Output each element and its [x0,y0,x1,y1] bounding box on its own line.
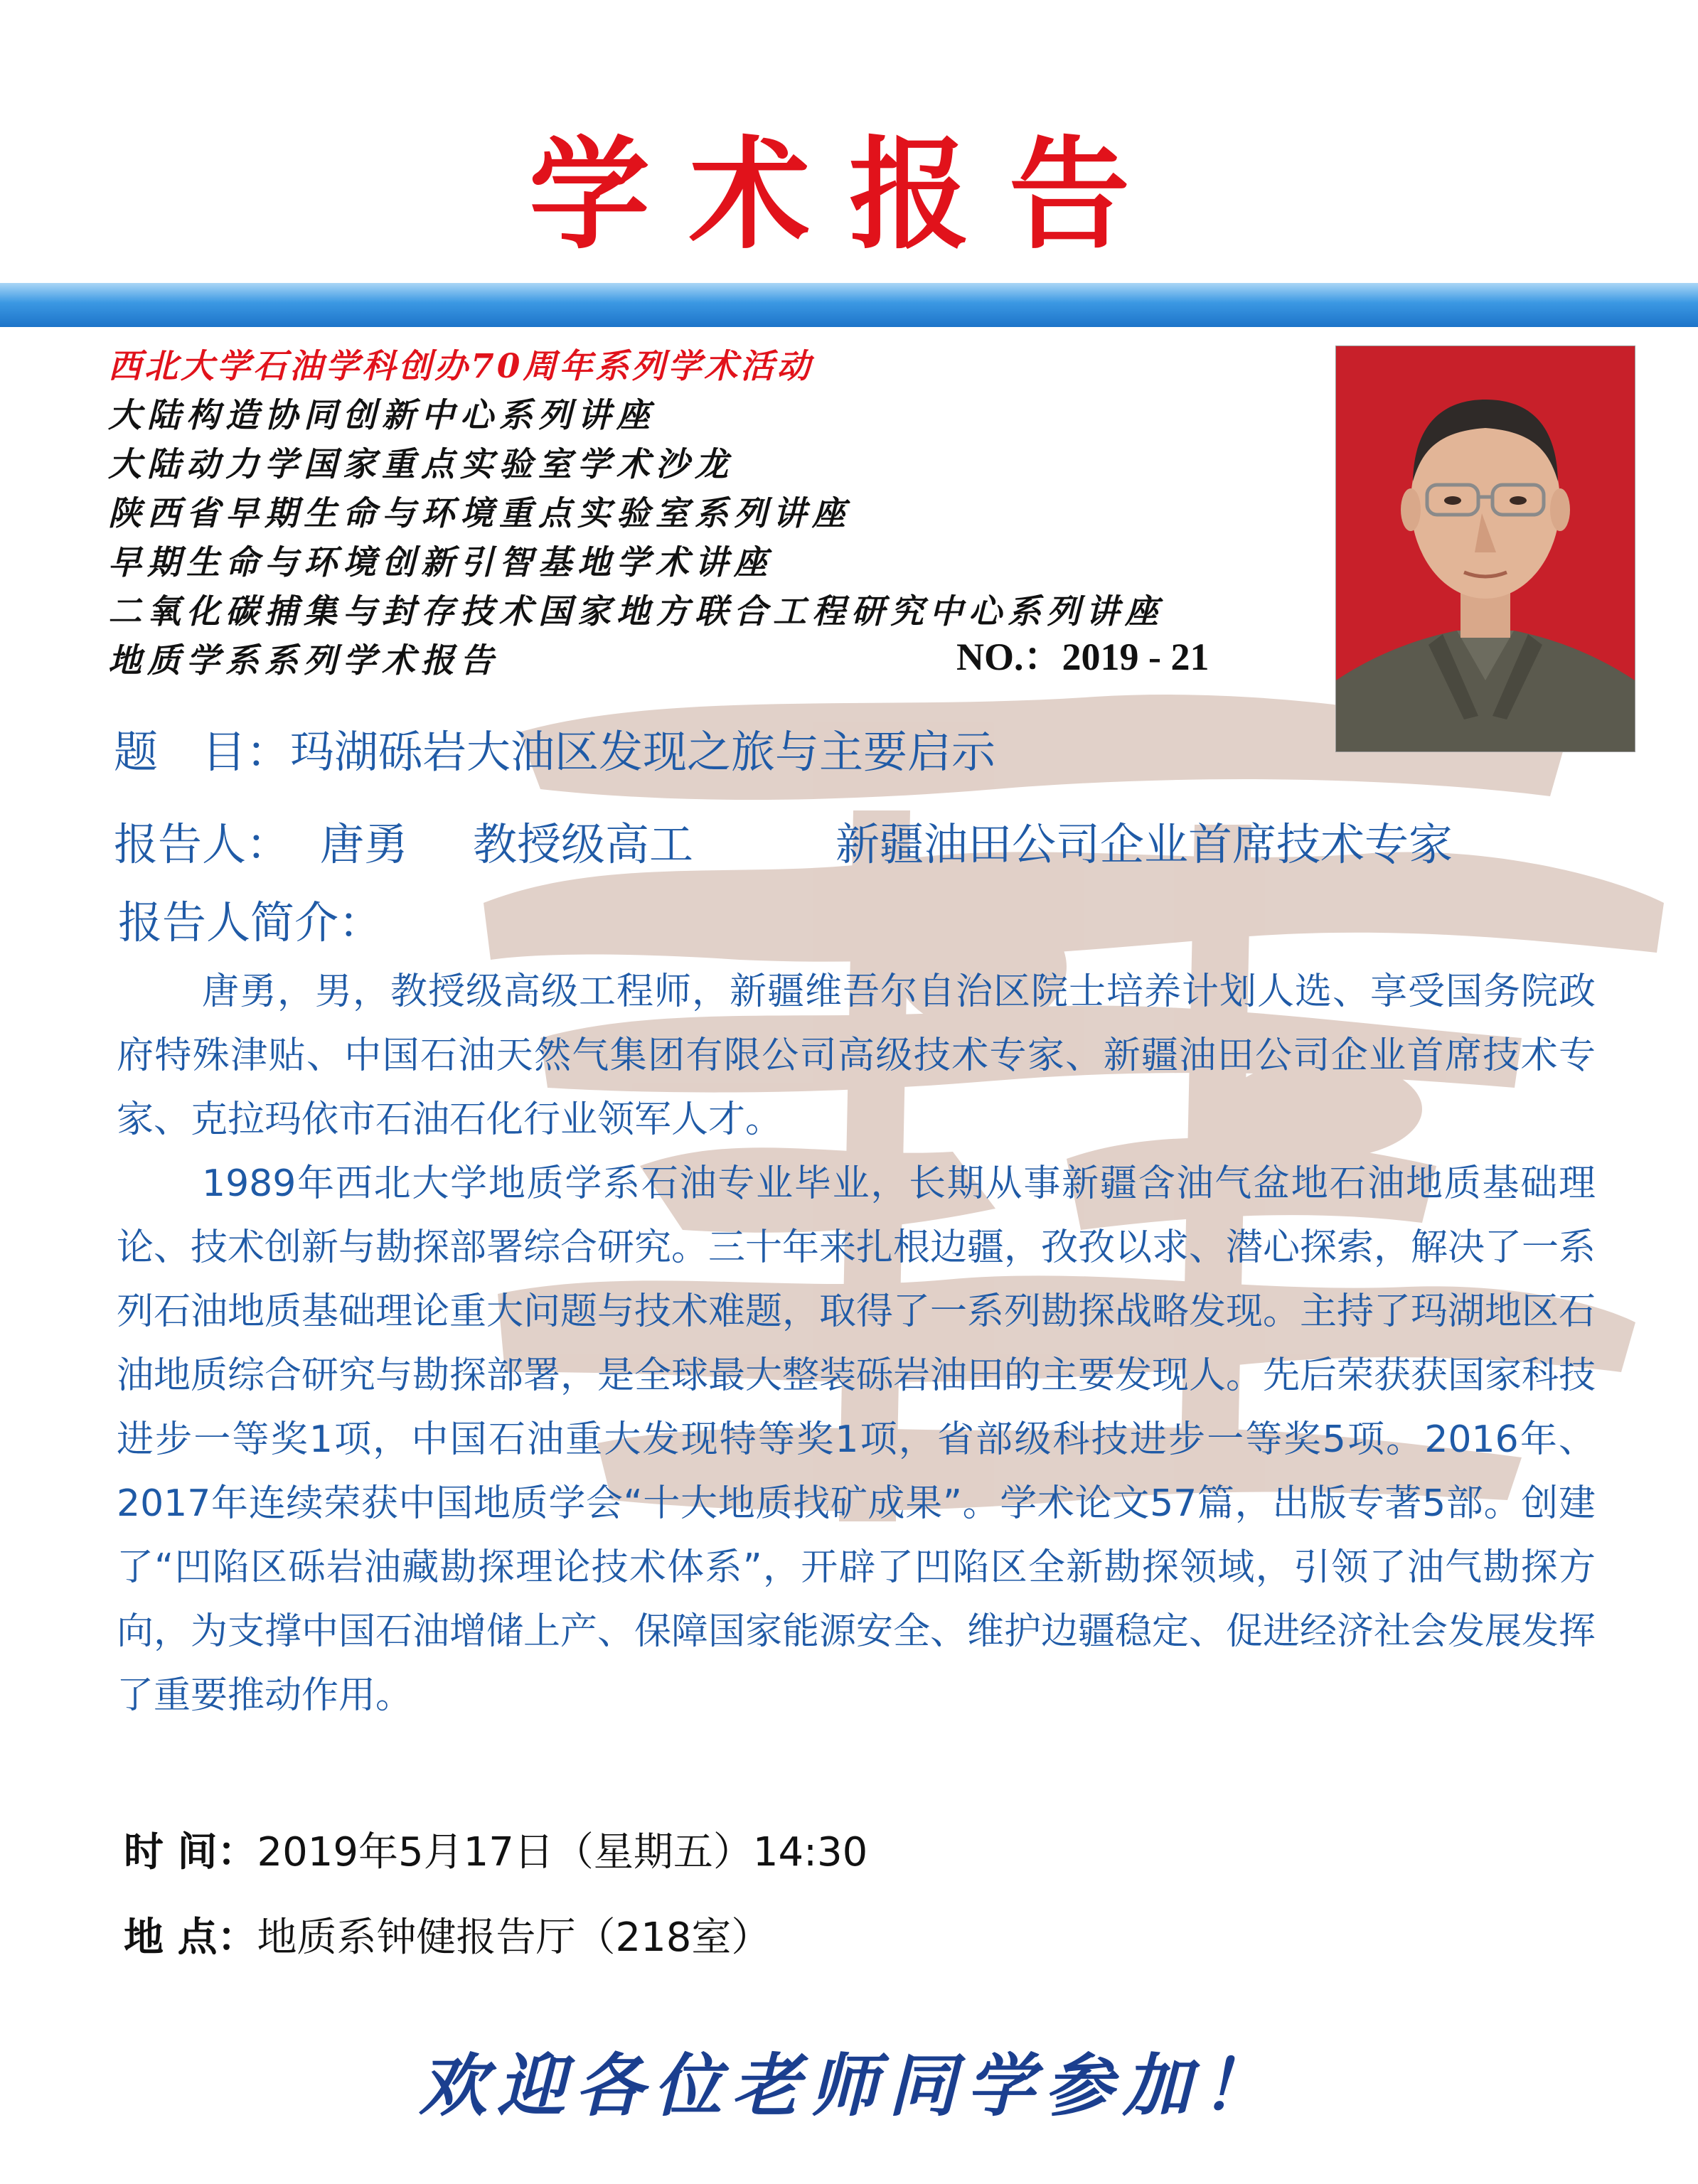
topic-label: 题 目： [114,726,291,778]
series-line: 早期生命与环境创新引智基地学术讲座 [108,543,773,582]
series-line: 二氧化碳捕集与封存技术国家地方联合工程研究中心系列讲座 [108,592,1164,631]
series-line: 西北大学石油学科创办70周年系列学术活动 [108,347,813,386]
time-value: 2019年5月17日（星期五）14:30 [257,1829,868,1875]
place-label: 地 点： [124,1915,257,1961]
report-number: NO.：2019 - 21 [956,636,1210,678]
speaker-affiliation: 新疆油田公司企业首席技术专家 [835,818,1453,870]
portrait-image [1336,346,1635,751]
page-title: 学术报告 [528,125,1169,266]
speaker-name: 唐勇 [320,818,409,870]
speaker-portrait [1335,346,1635,752]
time-label: 时 间： [124,1829,257,1875]
place-row [124,1910,771,1966]
header-band [0,283,1698,327]
intro-paragraph: 唐勇，男，教授级高级工程师，新疆维吾尔自治区院士培养计划人选、享受国务院政府特殊津贴、中国石油天然气集团有限公司高级技术专家、新疆油田公司企业首席技术专家、克拉玛依市石油石化行业领军人才。 [117,970,1596,1141]
topic-value: 玛湖砾岩大油区发现之旅与主要启示 [290,726,996,778]
speaker-label: 报告人： [114,818,291,870]
welcome-message: 欢迎各位老师同学参加！ [419,2046,1279,2126]
series-line: 陕西省早期生命与环境重点实验室系列讲座 [108,494,851,533]
series-line: 大陆构造协同创新中心系列讲座 [108,396,656,435]
intro-label: 报告人简介： [118,896,383,948]
speaker-row [114,816,1607,873]
place-value: 地质系钟健报告厅（218室） [257,1915,771,1961]
intro-paragraph: 1989年西北大学地质学系石油专业毕业，长期从事新疆含油气盆地石油地质基础理论、技术创新与勘探部署综合研究。三十年来扎根边疆，孜孜以求、潜心探索，解决了一系列石油地质基础理论重大问题与技术难题，取得了一系列勘探战略发现。主持了玛湖地区石油地质综合研究与勘探部署，是全球最大整装砾岩油田的主要发现人。先后荣获获国家科技进步一等奖1项，中国石油重大发现特等奖1项，省部级科技进步一等奖5项。2016年、2017年连续荣获中国地质学会“十大地质找矿成果”。学术论文57篇，出版专著5部。创建了“凹陷区砾岩油藏勘探理论技术体系”，开辟了凹陷区全新勘探领域，引领了油气勘探方向，为支撑中国石油增储上产、保障国家能源安全、维护边疆稳定、促进经济社会发展发挥了重要推动作用。 [117,1162,1596,1717]
series-line: 大陆动力学国家重点实验室学术沙龙 [108,445,734,484]
topic-row [114,724,995,781]
time-row [124,1824,867,1881]
series-line: 地质学系系列学术报告 [108,641,499,680]
speaker-rank: 教授级高工 [473,818,694,870]
